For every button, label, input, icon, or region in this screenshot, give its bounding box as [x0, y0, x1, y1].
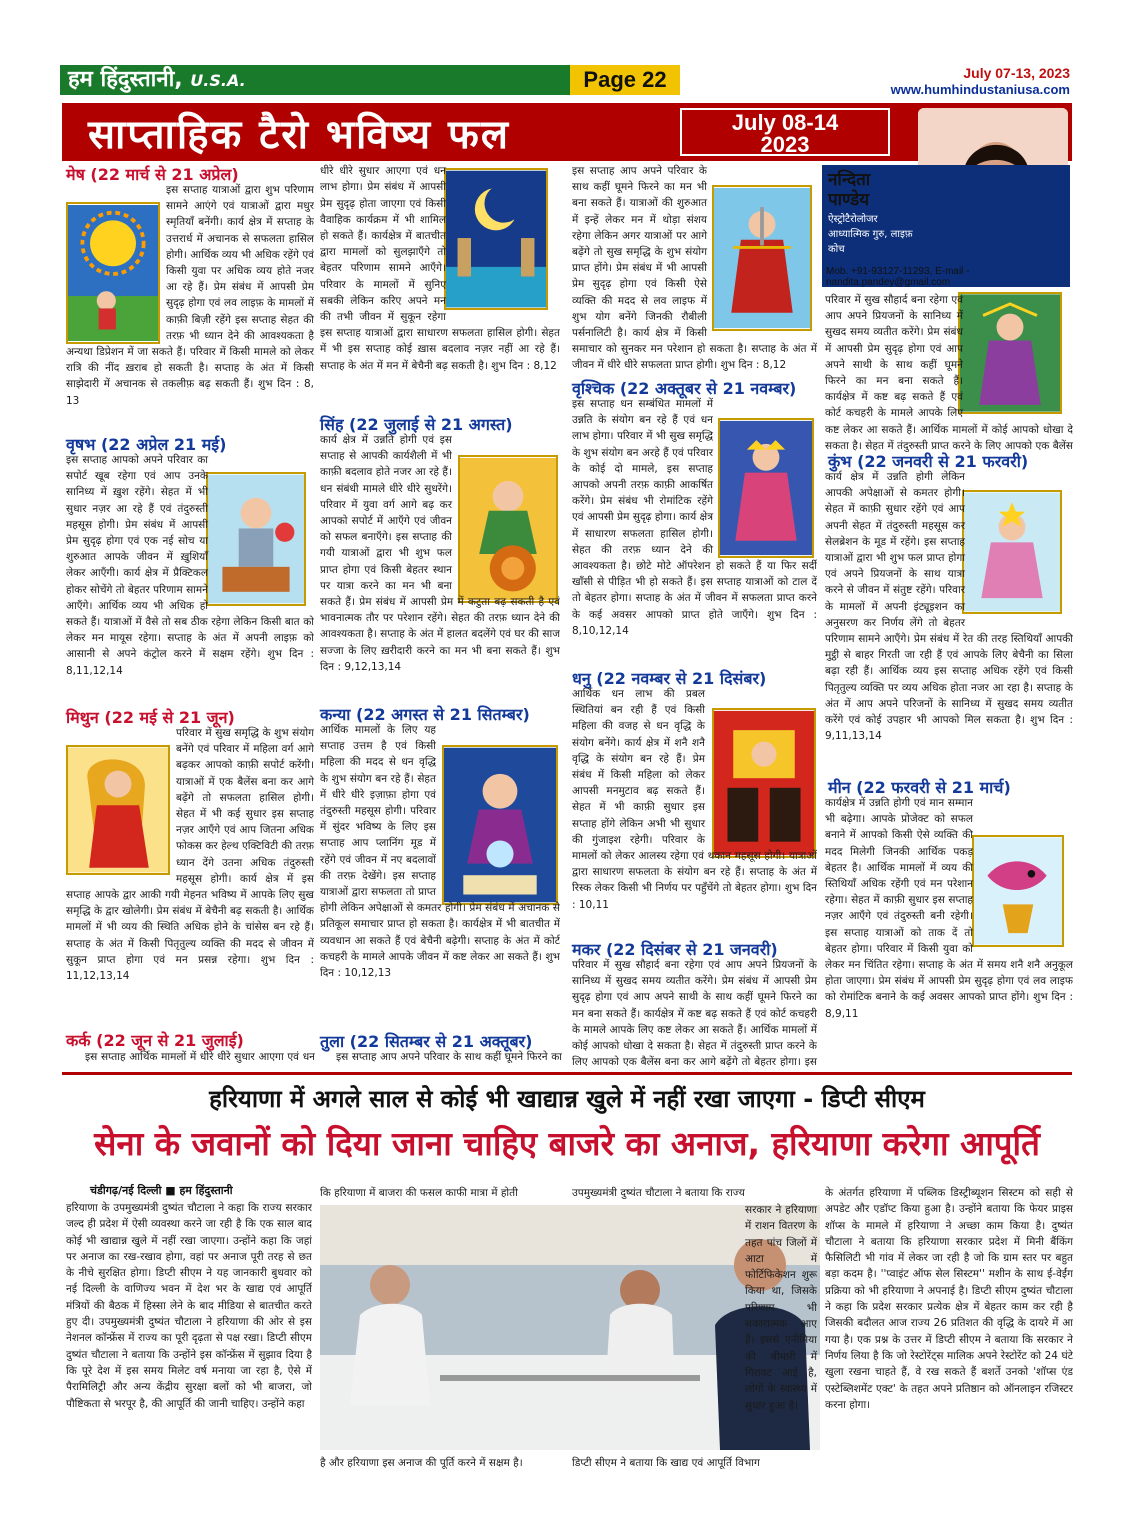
author-name-line1: नन्दिता: [828, 170, 871, 190]
issue-date: July 07-13, 2023: [963, 65, 1070, 81]
sign-title-mesh: मेष (22 मार्च से 21 अप्रेल): [66, 165, 239, 184]
page-number: Page 22: [570, 65, 680, 95]
author-name-line2: पाण्डेय: [828, 190, 870, 210]
sign-text-makar: [572, 957, 817, 1069]
news-column-2-top: कि हरियाणा में बाजरा की फसल काफी मात्रा में होती: [320, 1187, 518, 1199]
sign-title-vrishabh: वृषभ (22 अप्रेल 21 मई): [66, 435, 227, 454]
sign-title-mithun: मिथुन (22 मई से 21 जून): [66, 708, 235, 727]
news-column-3-bottom: डिप्टी सीएम ने बताया कि खाद्य एवं आपूर्ति विभाग: [572, 1457, 760, 1469]
sign-body: इस सप्ताह यात्राओं द्वारा शुभ परिणाम सामने आएंगे एवं यात्राओं द्वारा मधुर स्मृतियाँ बनेंगी। कार्य क्षेत्र में सप्ताह के उत्तरार्ध में अचानक से सफलता हासिल होगी। आर्थिक व्यय भी अधिक रहेंगे एवं किसी युवा पर अधिक व्यय होते नजर आ रहे हैं। प्रेम संबंध में आपसी प्रेम सुदृढ़ होगा एवं लव लाइफ़ के मामलों में काफ़ी बिज़ी रहेंगे इस सप्ताह सेहत की तरफ़ भी ध्यान देने की आवश्यकता है अन्यथा डिप्रेशन में जा सकते हैं। परिवार में किसी मामले को लेकर रात्रि की नींद ख़राब हो सकती है। सप्ताह के अंत में किसी साझेदारी में अचानक से तकलीफ़ बढ़ सकती हैं। शुभ दिन : 8, 13: [66, 184, 314, 407]
sign-body: इस सप्ताह आप अपने परिवार के साथ कहीं घूमने फिरने का मन भी बना सकते हैं। यात्राओं की शुरुआत में इन्हें लेकर मन में थोड़ा संशय रहेगा लेकिन अगर यात्राओं पर आगे बढ़ेंगे तो सुख समृद्धि के शुभ संयोग प्राप्त होंगे। प्रेम संबंध में भी आपसी प्रेम सुदृढ़ होगा एवं किसी ऐसे व्यक्ति की मदद से लव लाइफ में शुभ योग बनेंगे जिनकी रौबीली पर्सनालिटी है। कार्य क्षेत्र में किसी समाचार को सुनकर मन परेशान हो सकता है। सप्ताह के अंत में जीवन में धीरे धीरे सफलता प्राप्त होगी। शुभ दिन : 8,12: [572, 165, 817, 372]
sign-text-kumbh: [825, 469, 1073, 779]
sign-title-kark: कर्क (22 जून से 21 जुलाई): [66, 1031, 244, 1050]
sign-text-meen: [825, 795, 1073, 1067]
sign-text-singh: [320, 432, 560, 702]
sign-text-kark: [320, 163, 560, 410]
section-divider: [62, 1072, 1072, 1075]
sign-body: आर्थिक मामलों के लिए यह सप्ताह उत्तम है एवं किसी महिला की मदद से धन वृद्धि के शुभ संयोग बन रहे हैं। सेहत में धीरे धीरे इज़ाफ़ा होगा एवं तंदुरुस्ती महसूस होगी। परिवार में सुंदर भविष्य के लिए इस सप्ताह आप प्लानिंग मूड में रहेंगे एवं जीवन में नए बदलावों की तरफ़ देखेंगे। इस सप्ताह यात्राओं द्वारा सफलता तो प्राप्त होगी लेकिन अपेक्षाओं से कमतर होगी। प्रेम संबंध में अचानक से प्रतिकूल समाचार प्राप्त हो सकता है। कार्यक्षेत्र में भी बातचीत में व्यवधान आ सकते हैं एवं बेचैनी बढ़ेगी। सप्ताह के अंत में कोर्ट कचहरी के मामले आपके जीवन में कष्ट लेकर आ सकते हैं। शुभ दिन : 10,12,13: [320, 724, 560, 980]
author-name: [828, 170, 918, 210]
author-contact: Mob. +91-93127-11293, E-mail - nandita.pandey@gmail.com: [826, 266, 970, 288]
sign-body: कार्यक्षेत्र में उन्नति होगी एवं मान सम्मान भी बढ़ेगा। आपके प्रोजेक्ट को सफल बनाने में आपको किसी ऐसे व्यक्ति की मदद मिलेगी जिनकी आर्थिक पकड़ बेहतर है। आर्थिक मामलों में व्यय की स्तिथियाँ अधिक रहेंगी एवं मन परेशान रहेगा। सेहत में काफ़ी सुधार इस सप्ताह नज़र आएँगे एवं तंदुरुस्ती बनी रहेगी। इस सप्ताह यात्राओं को ताक दें तो बेहतर होगा। परिवार में किसी युवा को लेकर मन चिंतित रहेगा। सप्ताह के अंत में समय शनै शनै अनुकूल होता जाएगा। प्रेम संबंध में आपसी प्रेम सुदृढ़ होगा एवं लव लाइफ को रोमांटिक बनाने के कई अवसर आपको प्राप्त होंगे। शुभ दिन : 8,9,11: [825, 797, 1073, 1020]
sign-title-dhanu: धनु (22 नवम्बर से 21 दिसंबर): [572, 669, 767, 688]
week-box: [680, 108, 890, 156]
sign-title-tula: तुला (22 सितम्बर से 21 अक्तूबर): [320, 1032, 533, 1051]
sign-body-cont: धीरे धीरे सुधार आएगा एवं धन लाभ होगा। प्रेम संबंध में आपसी प्रेम सुदृढ़ होता जाएगा एवं किसी वैवाहिक कार्यक्रम में भी शामिल हो सकते हैं। कार्यक्षेत्र में बातचीत द्वारा मामलों को सुलझाएँगे तो बेहतर परिणाम सामने आएँगे। परिवार के मामलों में सुनिए सबकी लेकिन करिए अपने मन की तभी जीवन में सुकून रहेगा इस सप्ताह यात्राओं द्वारा साधारण सफलता हासिल होगी। सेहत में भी इस सप्ताह कोई ख़ास बदलाव नज़र नहीं आ रहे हैं। सप्ताह के अंत में मन में बेचैनी बढ़ सकती है। शुभ दिन : 8,12: [320, 165, 560, 372]
brand-suffix: U.S.A.: [190, 71, 246, 90]
brand-strip: [60, 65, 600, 95]
sign-text-kanya: [320, 722, 560, 1032]
sign-text-vrishabh: [66, 452, 314, 705]
sign-text-makar-cont: [825, 292, 1073, 452]
brand-name: हम हिंदुस्तानी,: [68, 67, 183, 92]
sign-body: परिवार में सुख सौहार्द बना रहेगा एवं आप अपने प्रियजनों के सानिध्य में सुखद समय व्यतीत करेंगे। प्रेम संबंध में आपसी प्रेम सुदृढ़ होगा एवं आप अपने साथी के साथ कहीं घूमने फिरने का मन बना सकते हैं। कार्यक्षेत्र में कष्ट बढ़ सकते हैं एवं कोर्ट कचहरी के मामले आपके लिए कष्ट लेकर आ सकते हैं। आर्थिक मामलों में कोई आपको धोखा दे सकता है। सेहत में तंदुरुस्ती प्राप्त करने के लिए आपको एक बैलेंस बना कर आगे बढ़ेंगे तो बेहतर होगा। इस: [572, 959, 817, 1069]
news-column-3-top: उपमुख्यमंत्री दुष्यंत चौटाला ने बताया कि राज्य: [572, 1187, 745, 1199]
news-body: हरियाणा के उपमुख्यमंत्री दुष्यंत चौटाला ने कहा कि राज्य सरकार जल्द ही प्रदेश में ऐसी व्यवस्था करने जा रही है कि एक साल बाद कोई भी खाद्यान्न खुले में नहीं रखा जाएगा। उन्होंने कहा कि जहां पर अनाज का रख-रखाव होगा, वहां पर अनाज पूरी तरह से छत के नीचे सुरक्षित होगा। डिप्टी सीएम ने यह जानकारी बुधवार को नई दिल्ली के वाणिज्य भवन में देश भर के खाद्य एवं आपूर्ति मंत्रियों की बैठक में हिस्सा लेने के बाद मीडिया से बातचीत करते हुए दी। उपमुख्यमंत्री दुष्यंत चौटाला ने हरियाणा की ओर से इस नेशनल कॉन्फ्रेंस में राज्य का पूरी दृढ़ता से पक्ष रखा। डिप्टी सीएम दुष्यंत चौटाला ने बताया कि उन्होंने इस कॉन्फ्रेंस में सुझाव दिया है कि पूरे देश में इस समय मिलेट वर्ष मनाया जा रहा है, ऐसे में पैरामिलिट्री और अन्य केंद्रीय सुरक्षा बलों को भी बाजरा, जो पौष्टिकता से भरपूर है, की आपूर्ति की जानी चाहिए। उन्होंने कहा: [66, 1202, 312, 1410]
news-column-1: [66, 1200, 312, 1472]
sign-text-mithun: [66, 725, 314, 1030]
news-dateline: चंडीगढ़/नई दिल्ली ■ हम हिंदुस्तानी: [90, 1184, 233, 1197]
news-column-4: [825, 1185, 1073, 1473]
sign-text-kark-start: [85, 1049, 315, 1066]
news-kicker: हरियाणा में अगले साल से कोई भी खाद्यान्न खुले में नहीं रखा जाएगा - डिप्टी सीएम: [209, 1085, 925, 1113]
sign-title-kanya: कन्या (22 अगस्त से 21 सितम्बर): [320, 705, 530, 724]
sign-body: आर्थिक धन लाभ की प्रबल स्थितियां बन रही हैं एवं किसी महिला की वजह से धन वृद्धि के संयोग बनेंगे। कार्य क्षेत्र में शनै शनै वृद्धि के संयोग बन रहे हैं। प्रेम संबंध में किसी महिला को लेकर आपसी मनमुटाव बढ़ सकते हैं। सेहत में भी काफ़ी सुधार इस सप्ताह होंगे लेकिन अभी भी सुधार की गुंजाइश रहेगी। परिवार के मामलों को लेकर आलस्य रहेगा एवं थकान महसूस होगी। यात्राओं द्वारा साधारण सफलता के संयोग बन रहे हैं। सप्ताह के अंत में रिस्क लेकर किसी भी निर्णय पर पहुँचेंगे तो बेहतर होगा। शुभ दिन : 10,11: [572, 688, 817, 911]
news-column-3-side: सरकार ने हरियाणा में राशन वितरण के तहत पांच जिलों में आटा में फोर्टिफिकेशन शुरू किया था, जिसके परिणाम भी सकारात्मक आए हैं। इससे एनीमिया की बीमारी में गिरावट आई है, लोगों के स्वास्थ्य में सुधार हुआ है।: [745, 1204, 817, 1412]
section-title: साप्ताहिक टैरो भविष्य फल: [88, 112, 510, 158]
sign-title-kumbh: कुंभ (22 जनवरी से 21 फरवरी): [828, 452, 1029, 471]
sign-title-makar: मकर (22 दिसंबर से 21 जनवरी): [572, 940, 778, 959]
sign-body: इस सप्ताह धन सम्बंधित मामलों में उन्नति के संयोग बन रहे हैं एवं धन लाभ होगा। परिवार में भी सुख समृद्धि के शुभ संयोग बन अरहे हैं एवं परिवार के कोई दो मामले, इस सप्ताह आपको अपनी तरफ़ काफ़ी आकर्षित करेंगे। प्रेम संबंध भी रोमांटिक रहेंगे एवं आपसी प्रेम सुदृढ़ होगा। कार्य क्षेत्र में साधारण सफलता हासिल होगी। सेहत की तरफ़ ध्यान देने की आवश्यकता है। छोटे मोटे ऑपरेशन हो सकते हैं या फिर सर्दी खाँसी से पीड़ित भी हो सकते हैं। इस सप्ताह यात्राओं को टाल दें तो बेहतर होगा। सप्ताह के अंत में जीवन में सफलता प्राप्त करने के कई अवसर आपको प्राप्त होते जाएँगे। शुभ दिन : 8,10,12,14: [572, 398, 817, 637]
sign-body: कार्य क्षेत्र में उन्नति होगी लेकिन आपकी अपेक्षाओं से कमतर होगी। सेहत में काफ़ी सुधार रहेंगे एवं आप अपनी सेहत में तंदुरुस्ती महसूस कर सेलब्रेशन के मूड में रहेंगे। इस सप्ताह यात्राओं द्वारा भी शुभ फल प्राप्त होगा एवं अपने प्रियजनों के साथ यात्रा करने से जीवन में संतुष्ट रहेंगे। परिवार के मामलों में अपनी इंट्यूइशन का अनुसरण कर निर्णय लेंगे तो बेहतर परिणाम सामने आएँगे। प्रेम संबंध में रेत की तरह स्तिथियाँ आपकी मुट्ठी से बाहर गिरती जा रही हैं एवं आपके लिए बेचैनी का सिला बढ़ा रही हैं। आर्थिक व्यय इस सप्ताह अधिक रहेंगे एवं किसी पितृतुल्य व्यक्ति पर व्यय अधिक होता नजर आ रहा है। सप्ताह के अंत में आप अपने परिजनों के सानिध्य में सुखद समय व्यतीत करेंगे एवं कोई उपहार भी आपको मिल सकता है। शुभ दिन : 9,11,13,14: [825, 471, 1073, 743]
sign-title-singh: सिंह (22 जुलाई से 21 अगस्त): [320, 415, 513, 434]
news-column-2-bottom: है और हरियाणा इस अनाज की पूर्ति करने में सक्षम है।: [320, 1457, 523, 1469]
sign-text-tula-start: [336, 1049, 562, 1066]
sign-body: कार्य क्षेत्र में उन्नति होगी एवं इस सप्ताह से आपकी कार्यशैली में भी काफ़ी बदलाव होते नजर आ रहे हैं। धन संबंधी मामले धीरे धीरे सुधरेंगे। परिवार में युवा वर्ग आगे बढ़ कर आपको सपोर्ट में आएँगे एवं जीवन को सफल बनाएँगे। इस सप्ताह की गयी यात्राओं द्वारा भी शुभ फल प्राप्त होगा एवं किसी बेहतर स्थान पर यात्रा करने का मन भी बना सकते हैं। प्रेम संबंध में आपसी प्रेम में कटुता बढ़ सकती है एवं भावनात्मक तौर पर परेशान रहेंगे। सेहत की तरफ़ ध्यान देने की आवश्यकता है। सप्ताह के अंत में हालत बदलेंगे एवं घर की साज सज्जा के लिए ख़रीदारी करने का मन भी बना सकते हैं। शुभ दिन : 9,12,13,14: [320, 434, 560, 673]
author-role: ऐस्ट्रोटैरोलोजर आध्यात्मिक गुरु, लाइफ़ कोच: [828, 214, 913, 255]
sign-body: इस सप्ताह आप अपने परिवार के साथ कहीं घूमने फिरने का: [336, 1051, 562, 1063]
sign-body: इस सप्ताह आपको अपने परिवार का सपोर्ट खूब रहेगा एवं आप उनके सानिध्य में ख़ुश रहेंगे। सेहत में भी सुधार नज़र आ रहे हैं एवं तंदुरुस्ती महसूस होगी। प्रेम संबंध में आपसी प्रेम सुदृढ़ होगा एवं एक नई सोच या शुरुआत आपके जीवन में ख़ुशियाँ लेकर आएँगी। कार्य क्षेत्र में प्रैक्टिकल होकर सोचेंगे तो बेहतर परिणाम सामने आएँगे। आर्थिक व्यय भी अधिक हो सकते हैं। यात्राओं में वैसे तो सब ठीक रहेगा लेकिन किसी बात को लेकर मन मायूस रहेगा। सप्ताह के अंत में अपनी लाइफ़ को आसानी से अपने कंट्रोल करने में सक्षम रहेंगे। शुभ दिन : 8,11,12,14: [66, 454, 314, 677]
sign-body: इस सप्ताह आर्थिक मामलों में धीरे धीरे सुधार आएगा एवं धन: [85, 1051, 315, 1063]
sign-text-dhanu: [572, 686, 817, 939]
site-url[interactable]: www.humhindustaniusa.com: [890, 82, 1070, 97]
sign-text-tula: [572, 163, 817, 377]
week-range: July 08-14: [731, 110, 839, 135]
sign-text-vrishchik: [572, 396, 817, 669]
sign-body-cont: परिवार में सुख सौहार्द बना रहेगा एवं आप अपने प्रियजनों के सानिध्य में सुखद समय व्यतीत करेंगे। प्रेम संबंध में आपसी प्रेम सुदृढ़ होगा एवं आप अपने साथी के साथ कहीं घूमने फिरने का मन बना सकते हैं। कार्यक्षेत्र में कष्ट बढ़ सकते हैं एवं कोर्ट कचहरी के मामले आपके लिए कष्ट लेकर आ सकते हैं। आर्थिक मामलों में कोई आपको धोखा दे सकता है। सेहत में तंदुरुस्ती प्राप्त करने के लिए आपको एक बैलेंस: [825, 294, 1073, 452]
sign-title-meen: मीन (22 फरवरी से 21 मार्च): [828, 778, 1011, 797]
news-headline: सेना के जवानों को दिया जाना चाहिए बाजरे का अनाज, हरियाणा करेगा आपूर्ति: [94, 1124, 1040, 1163]
sign-text-mesh: [66, 182, 314, 432]
sign-title-vrishchik: वृश्चिक (22 अक्तूबर से 21 नवम्बर): [572, 379, 797, 398]
news-body: के अंतर्गत हरियाणा में पब्लिक डिस्ट्रीब्यूशन सिस्टम को सही से अपडेट और एडॉप्ट किया हुआ है। उन्होंने बताया कि फेयर प्राइस शॉप्स के मामले में हरियाणा ने अच्छा काम किया है। दुष्यंत चौटाला ने बताया कि हरियाणा सरकार प्रदेश में मिनी बैंकिंग फैसिलिटी भी गांव में लेकर जा रही है जो कि ग्राम स्तर पर बहुत बड़ा कदम है। ''प्वाइंट ऑफ सेल सिस्टम'' मशीन के साथ ई-वेईंग प्रक्रिया को भी हरियाणा ने अपनाई है। डिप्टी सीएम दुष्यंत चौटाला ने कहा कि प्रदेश सरकार प्रत्येक क्षेत्र में बेहतर काम कर रही है जिसकी बदौलत आज राज्य 26 प्रतिशत की वृद्धि के दायरे में आ गया है। एक प्रश्न के उत्तर में डिप्टी सीएम ने बताया कि सरकार ने निर्णय लिया है कि जो रेस्टोरेंट्स मालिक अपने रेस्टोरेंट को 24 घंटे खुला रखना चाहते हैं, वे रख सकते हैं बशर्ते उनको 'शॉप्स एंड एस्टेब्लिशमेंट एक्ट' के तहत अपने प्रतिष्ठान को ऑनलाइन रजिस्टर करना होगा।: [825, 1187, 1073, 1411]
week-year: 2023: [760, 132, 810, 157]
sign-body: परिवार में सुख समृद्धि के शुभ संयोग बनेंगे एवं परिवार में महिला वर्ग आगे बढ़कर आपको काफ़ी सपोर्ट करेंगी। यात्राओं में एक बैलेंस बना कर आगे बढ़ेंगे तो सफलता हासिल होगी। सेहत में भी कई सुधार इस सप्ताह नज़र आएँगे एवं आप जितना अधिक फोकस कर हेल्थ एक्टिविटी की तरफ़ ध्यान देंगे उतना अधिक तंदुरुस्ती महसूस होगी। कार्य क्षेत्र में इस सप्ताह आपके द्वार आकी गयी मेहनत भविष्य में आपके लिए सुख समृद्धि के द्वार खोलेगी। प्रेम संबंध में बेचैनी बढ़ सकती है। आर्थिक मामलों में भी व्यय की स्थिति अधिक होने के चांसेस बन रहे हैं। सप्ताह के अंत में किसी पितृतुल्य व्यक्ति की मदद से जीवन में सुकून प्राप्त होगा एवं मन प्रसन्न रहेगा। शुभ दिन : 11,12,13,14: [66, 727, 314, 983]
